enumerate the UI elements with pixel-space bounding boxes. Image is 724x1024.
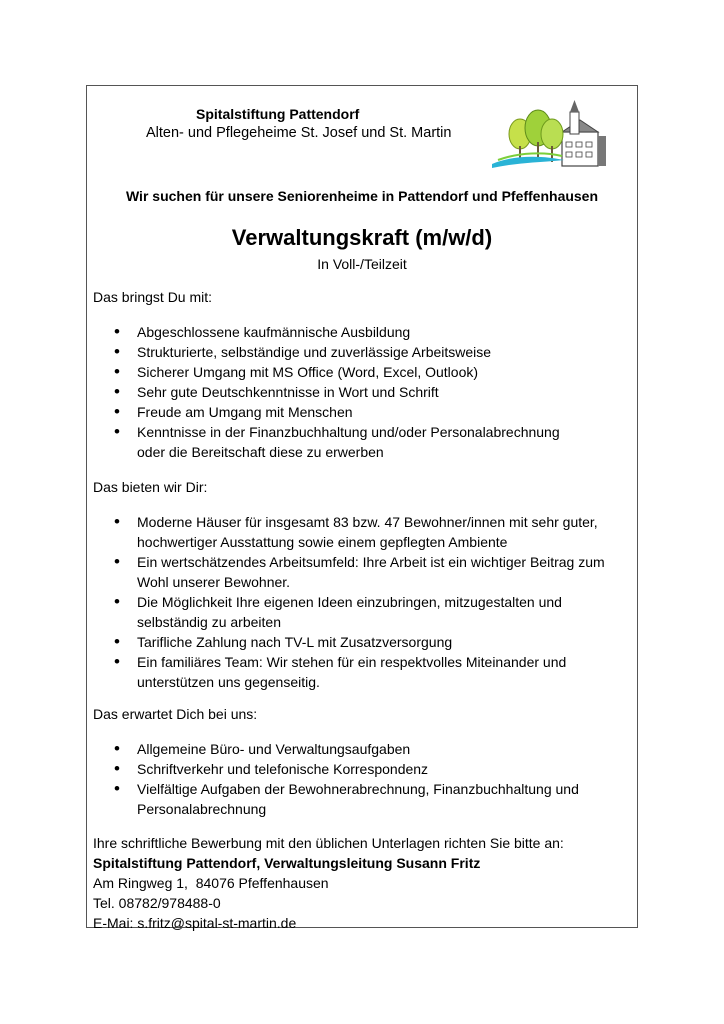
contact-address: Am Ringweg 1, 84076 Pfeffenhausen [93,875,329,891]
tasks-list [93,739,623,819]
list-item: • Die Möglichkeit Ihre eigenen Ideen einzubringen, mitzugestalten und selbständig zu arbeiten [93,592,623,632]
list-item: • Freude am Umgang mit Menschen [93,402,623,422]
list-item: • Ein familiäres Team: Wir stehen für ein respektvolles Miteinander und unterstützen uns gegenseitig. [93,652,623,692]
contact-phone: Tel. 08782/978488-0 [93,895,221,911]
job-title: Verwaltungskraft (m/w/d) [231,225,493,250]
requirements-list [93,322,623,462]
offers-list [93,512,623,692]
trees-and-building-logo [490,98,612,170]
list-item: • Moderne Häuser für insgesamt 83 bzw. 47 Bewohner/innen mit sehr guter, hochwertiger Ausstattung sowie einem gepflegten Ambiente [93,512,623,552]
list-item: • Strukturierte, selbständige und zuverlässige Arbeitsweise [93,342,623,362]
list-item: • Sicherer Umgang mit MS Office (Word, Excel, Outlook) [93,362,623,382]
intro-line: Wir suchen für unsere Seniorenheime in Pattendorf und Pfeffenhausen [125,188,599,204]
contact-recipient: Spitalstiftung Pattendorf, Verwaltungsleitung Susann Fritz [93,855,481,871]
list-item: • Ein wertschätzendes Arbeitsumfeld: Ihre Arbeit ist ein wichtiger Beitrag zum Wohl unserer Bewohner. [93,552,623,592]
job-subtitle: In Voll-/Teilzeit [317,256,407,272]
section-heading-tasks: Das erwartet Dich bei uns: [93,706,258,722]
list-item: • Kenntnisse in der Finanzbuchhaltung und/oder Personalabrechnung oder die Bereitschaft diese zu erwerben [93,422,623,462]
list-item: • Sehr gute Deutschkenntnisse in Wort und Schrift [93,382,623,402]
list-item: • Tarifliche Zahlung nach TV-L mit Zusatzversorgung [93,632,623,652]
contact-email[interactable]: E-Mai: s.fritz@spital-st-martin.de [93,915,297,931]
list-item: • Allgemeine Büro- und Verwaltungsaufgaben [93,739,623,759]
list-item: • Vielfältige Aufgaben der Bewohnerabrechnung, Finanzbuchhaltung und Personalabrechnung [93,779,623,819]
org-subtitle: Alten- und Pflegeheime St. Josef und St. Martin [146,125,452,141]
section-heading-offers: Das bieten wir Dir: [93,479,208,495]
list-item: • Schriftverkehr und telefonische Korrespondenz [93,759,623,779]
section-heading-requirements: Das bringst Du mit: [93,289,213,305]
contact-block [93,833,564,933]
contact-intro: Ihre schriftliche Bewerbung mit den üblichen Unterlagen richten Sie bitte an: [93,835,564,851]
org-name: Spitalstiftung Pattendorf [196,106,360,122]
list-item: • Abgeschlossene kaufmännische Ausbildung [93,322,623,342]
